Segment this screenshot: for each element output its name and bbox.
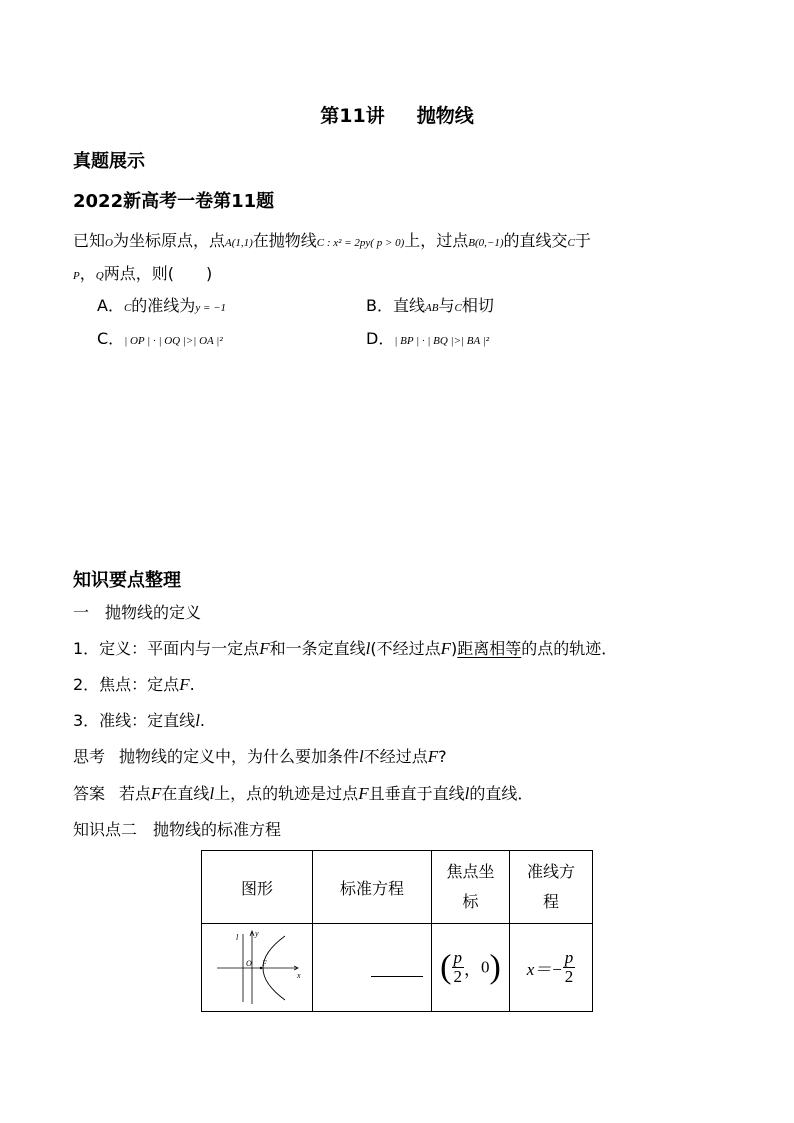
section-heading-past-exam: 真题展示 [73, 151, 145, 172]
header-focus: 焦点坐 标 [432, 851, 510, 924]
header-figure: 图形 [202, 851, 313, 924]
math-P: P [73, 270, 80, 282]
section-heading-knowledge: 知识要点整理 [73, 570, 181, 591]
option-b: B．直线AB与C相切 [366, 296, 494, 315]
math-O: O [105, 237, 113, 249]
part-heading-standard-equation: 知识点二 抛物线的标准方程 [73, 820, 282, 839]
header-directrix: 准线方 程 [510, 851, 593, 924]
parabola-figure-cell [202, 924, 313, 1012]
page-title [0, 101, 794, 128]
equation-blank [371, 976, 423, 977]
parabola-graph [207, 926, 307, 1006]
answer-line: 答案 若点F在直线l上，点的轨迹是过点F且垂直于直线l的直线． [73, 784, 534, 803]
lecture-number: 第11讲 [320, 105, 385, 127]
option-a: A．C的准线为y = −1 [97, 296, 227, 315]
math-point-B: B(0,−1) [468, 237, 504, 249]
focus-fraction: $\frac{p}{2}$ [453, 948, 462, 986]
directrix-fraction: $\frac{p}{2}$ [564, 948, 574, 986]
math-point-A: A(1,1) [224, 237, 253, 249]
math-parabola-C: C : x² = 2py( p > 0) [316, 237, 405, 249]
graph-label-l: l [236, 932, 239, 942]
graph-label-o: O [246, 958, 252, 968]
math-C: C [567, 237, 575, 249]
option-d: D．| BP | · | BQ |>| BA |² [366, 329, 490, 348]
underlined-term: 距离相等 [457, 639, 522, 658]
question-line-2: P，Q两点，则( ) [73, 264, 213, 283]
graph-label-f: F [262, 958, 267, 968]
part-heading-definition: 一 抛物线的定义 [73, 603, 202, 622]
header-equation: 标准方程 [313, 851, 432, 924]
directrix-line: 3．准线：定直线l. [73, 711, 206, 730]
equation-blank-cell [313, 924, 432, 1012]
question-line-1: 已知O为坐标原点，点A(1,1)在抛物线C : x² = 2py( p > 0)上，过点B(0,−1)的直线交C于 [73, 231, 591, 250]
think-line: 思考 抛物线的定义中，为什么要加条件l不经过点F? [73, 747, 447, 766]
option-c: C．| OP | · | OQ |>| OA |² [97, 329, 223, 348]
graph-label-y: y [255, 928, 259, 938]
math-Q: Q [95, 270, 104, 282]
standard-equation-table [201, 850, 593, 1012]
focus-line: 2．焦点：定点F. [73, 675, 195, 694]
definition-line: 1．定义：平面内与一定点F和一条定直线l(不经过点F)距离相等的点的轨迹． [73, 639, 618, 658]
focus-coordinate-cell: ( $\frac{p}{2}$ ，0) [432, 924, 510, 1012]
graph-label-x: x [297, 970, 301, 980]
lecture-topic: 抛物线 [416, 105, 474, 127]
directrix-equation-cell: x＝− $\frac{p}{2}$ [510, 924, 593, 1012]
exam-source: 2022新高考一卷第11题 [73, 191, 275, 212]
